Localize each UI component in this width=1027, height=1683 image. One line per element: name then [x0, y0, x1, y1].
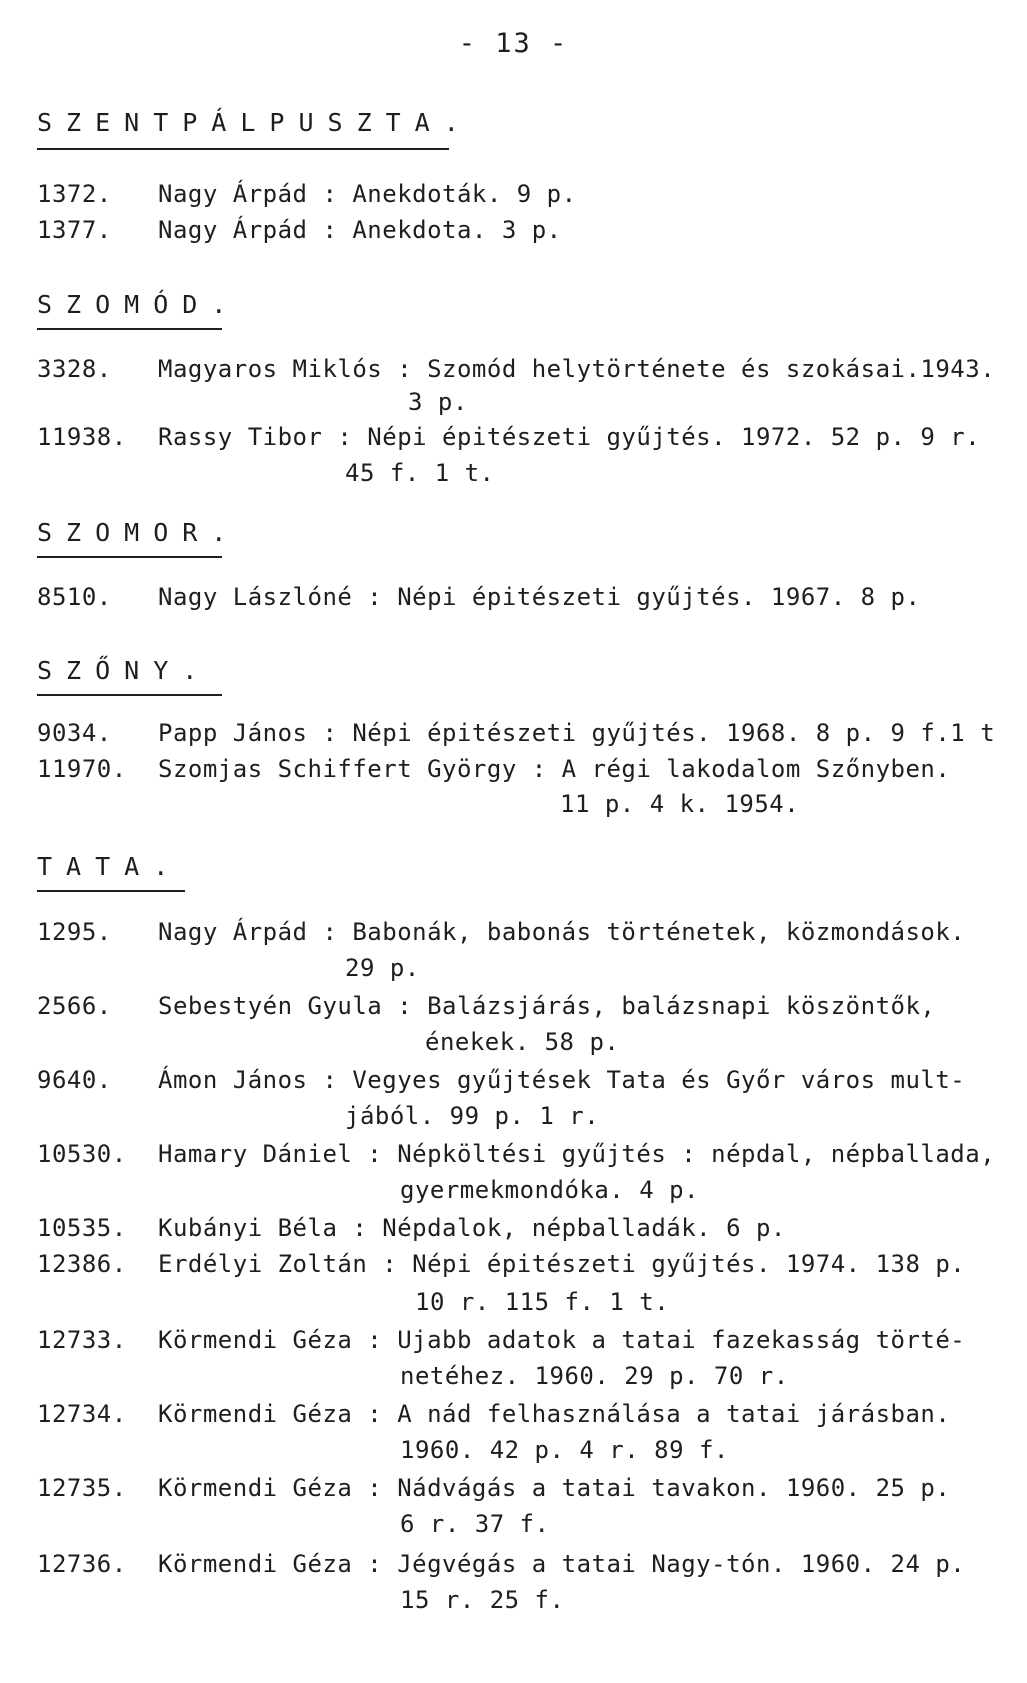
entry-text: Körmendi Géza : A nád felhasználása a tatai járásban.	[158, 1400, 951, 1428]
section-heading-szomod: SZOMÓD.	[37, 290, 241, 319]
entry-text: Körmendi Géza : Jégvégás a tatai Nagy-tón. 1960. 24 p.	[158, 1550, 966, 1578]
heading-underline	[37, 148, 449, 150]
entry-text: Nagy Árpád : Anekdota. 3 p.	[158, 216, 562, 244]
entry-text: Sebestyén Gyula : Balázsjárás, balázsnapi köszöntők,	[158, 992, 936, 1020]
entry-text: Hamary Dániel : Népköltési gyűjtés : népdal, népballada,	[158, 1140, 996, 1168]
entry-text-continuation: netéhez. 1960. 29 p. 70 r.	[400, 1362, 789, 1390]
heading-underline	[37, 890, 185, 892]
entry-text-continuation: 29 p.	[345, 954, 420, 982]
entry-number: 12734.	[37, 1400, 127, 1428]
page-number: - 13 -	[458, 28, 569, 59]
entry-text: Nagy Árpád : Anekdoták. 9 p.	[158, 180, 577, 208]
section-heading-szomor: SZOMOR.	[37, 518, 241, 547]
entry-text-continuation: 11 p. 4 k. 1954.	[560, 790, 800, 818]
entry-number: 1377.	[37, 216, 112, 244]
entry-text-continuation: énekek. 58 p.	[425, 1028, 620, 1056]
entry-text: Rassy Tibor : Népi épitészeti gyűjtés. 1972. 52 p. 9 r.	[158, 423, 981, 451]
entry-text: Erdélyi Zoltán : Népi épitészeti gyűjtés. 1974. 138 p.	[158, 1250, 966, 1278]
entry-number: 9034.	[37, 719, 112, 747]
heading-underline	[37, 694, 222, 696]
entry-number: 8510.	[37, 583, 112, 611]
entry-number: 11970.	[37, 755, 127, 783]
entry-text-continuation: 1960. 42 p. 4 r. 89 f.	[400, 1436, 729, 1464]
entry-text: Ámon János : Vegyes gyűjtések Tata és Győr város mult-	[158, 1066, 966, 1094]
section-heading-szony: SZŐNY.	[37, 656, 212, 685]
entry-text: Szomjas Schiffert György : A régi lakodalom Szőnyben.	[158, 755, 951, 783]
entry-number: 12386.	[37, 1250, 127, 1278]
entry-text-continuation: jából. 99 p. 1 r.	[345, 1102, 600, 1130]
entry-text: Papp János : Népi épitészeti gyűjtés. 1968. 8 p. 9 f.1 t	[158, 719, 996, 747]
entry-text-continuation: 3 p.	[408, 388, 468, 416]
heading-underline	[37, 556, 222, 558]
entry-number: 12736.	[37, 1550, 127, 1578]
entry-number: 9640.	[37, 1066, 112, 1094]
entry-text-continuation: 10 r. 115 f. 1 t.	[415, 1288, 670, 1316]
entry-text: Körmendi Géza : Nádvágás a tatai tavakon. 1960. 25 p.	[158, 1474, 951, 1502]
entry-number: 10530.	[37, 1140, 127, 1168]
entry-number: 3328.	[37, 355, 112, 383]
entry-number: 2566.	[37, 992, 112, 1020]
section-heading-tata: TATA.	[37, 852, 183, 881]
entry-number: 12735.	[37, 1474, 127, 1502]
entry-text: Nagy Árpád : Babonák, babonás történetek, közmondások.	[158, 918, 966, 946]
entry-text: Körmendi Géza : Ujabb adatok a tatai fazekasság törté-	[158, 1326, 966, 1354]
entry-text: Kubányi Béla : Népdalok, népballadák. 6 p.	[158, 1214, 786, 1242]
entry-text: Magyaros Miklós : Szomód helytörténete és szokásai.1943.	[158, 355, 996, 383]
entry-text-continuation: 6 r. 37 f.	[400, 1510, 550, 1538]
entry-text-continuation: 45 f. 1 t.	[345, 459, 495, 487]
entry-number: 1295.	[37, 918, 112, 946]
entry-number: 10535.	[37, 1214, 127, 1242]
heading-underline	[37, 328, 222, 330]
entry-text-continuation: gyermekmondóka. 4 p.	[400, 1176, 699, 1204]
section-heading-szentpalpuszta: SZENTPÁLPUSZTA.	[37, 108, 473, 137]
entry-text-continuation: 15 r. 25 f.	[400, 1586, 565, 1614]
entry-number: 12733.	[37, 1326, 127, 1354]
entry-number: 1372.	[37, 180, 112, 208]
entry-text: Nagy Lászlóné : Népi épitészeti gyűjtés. 1967. 8 p.	[158, 583, 921, 611]
entry-number: 11938.	[37, 423, 127, 451]
